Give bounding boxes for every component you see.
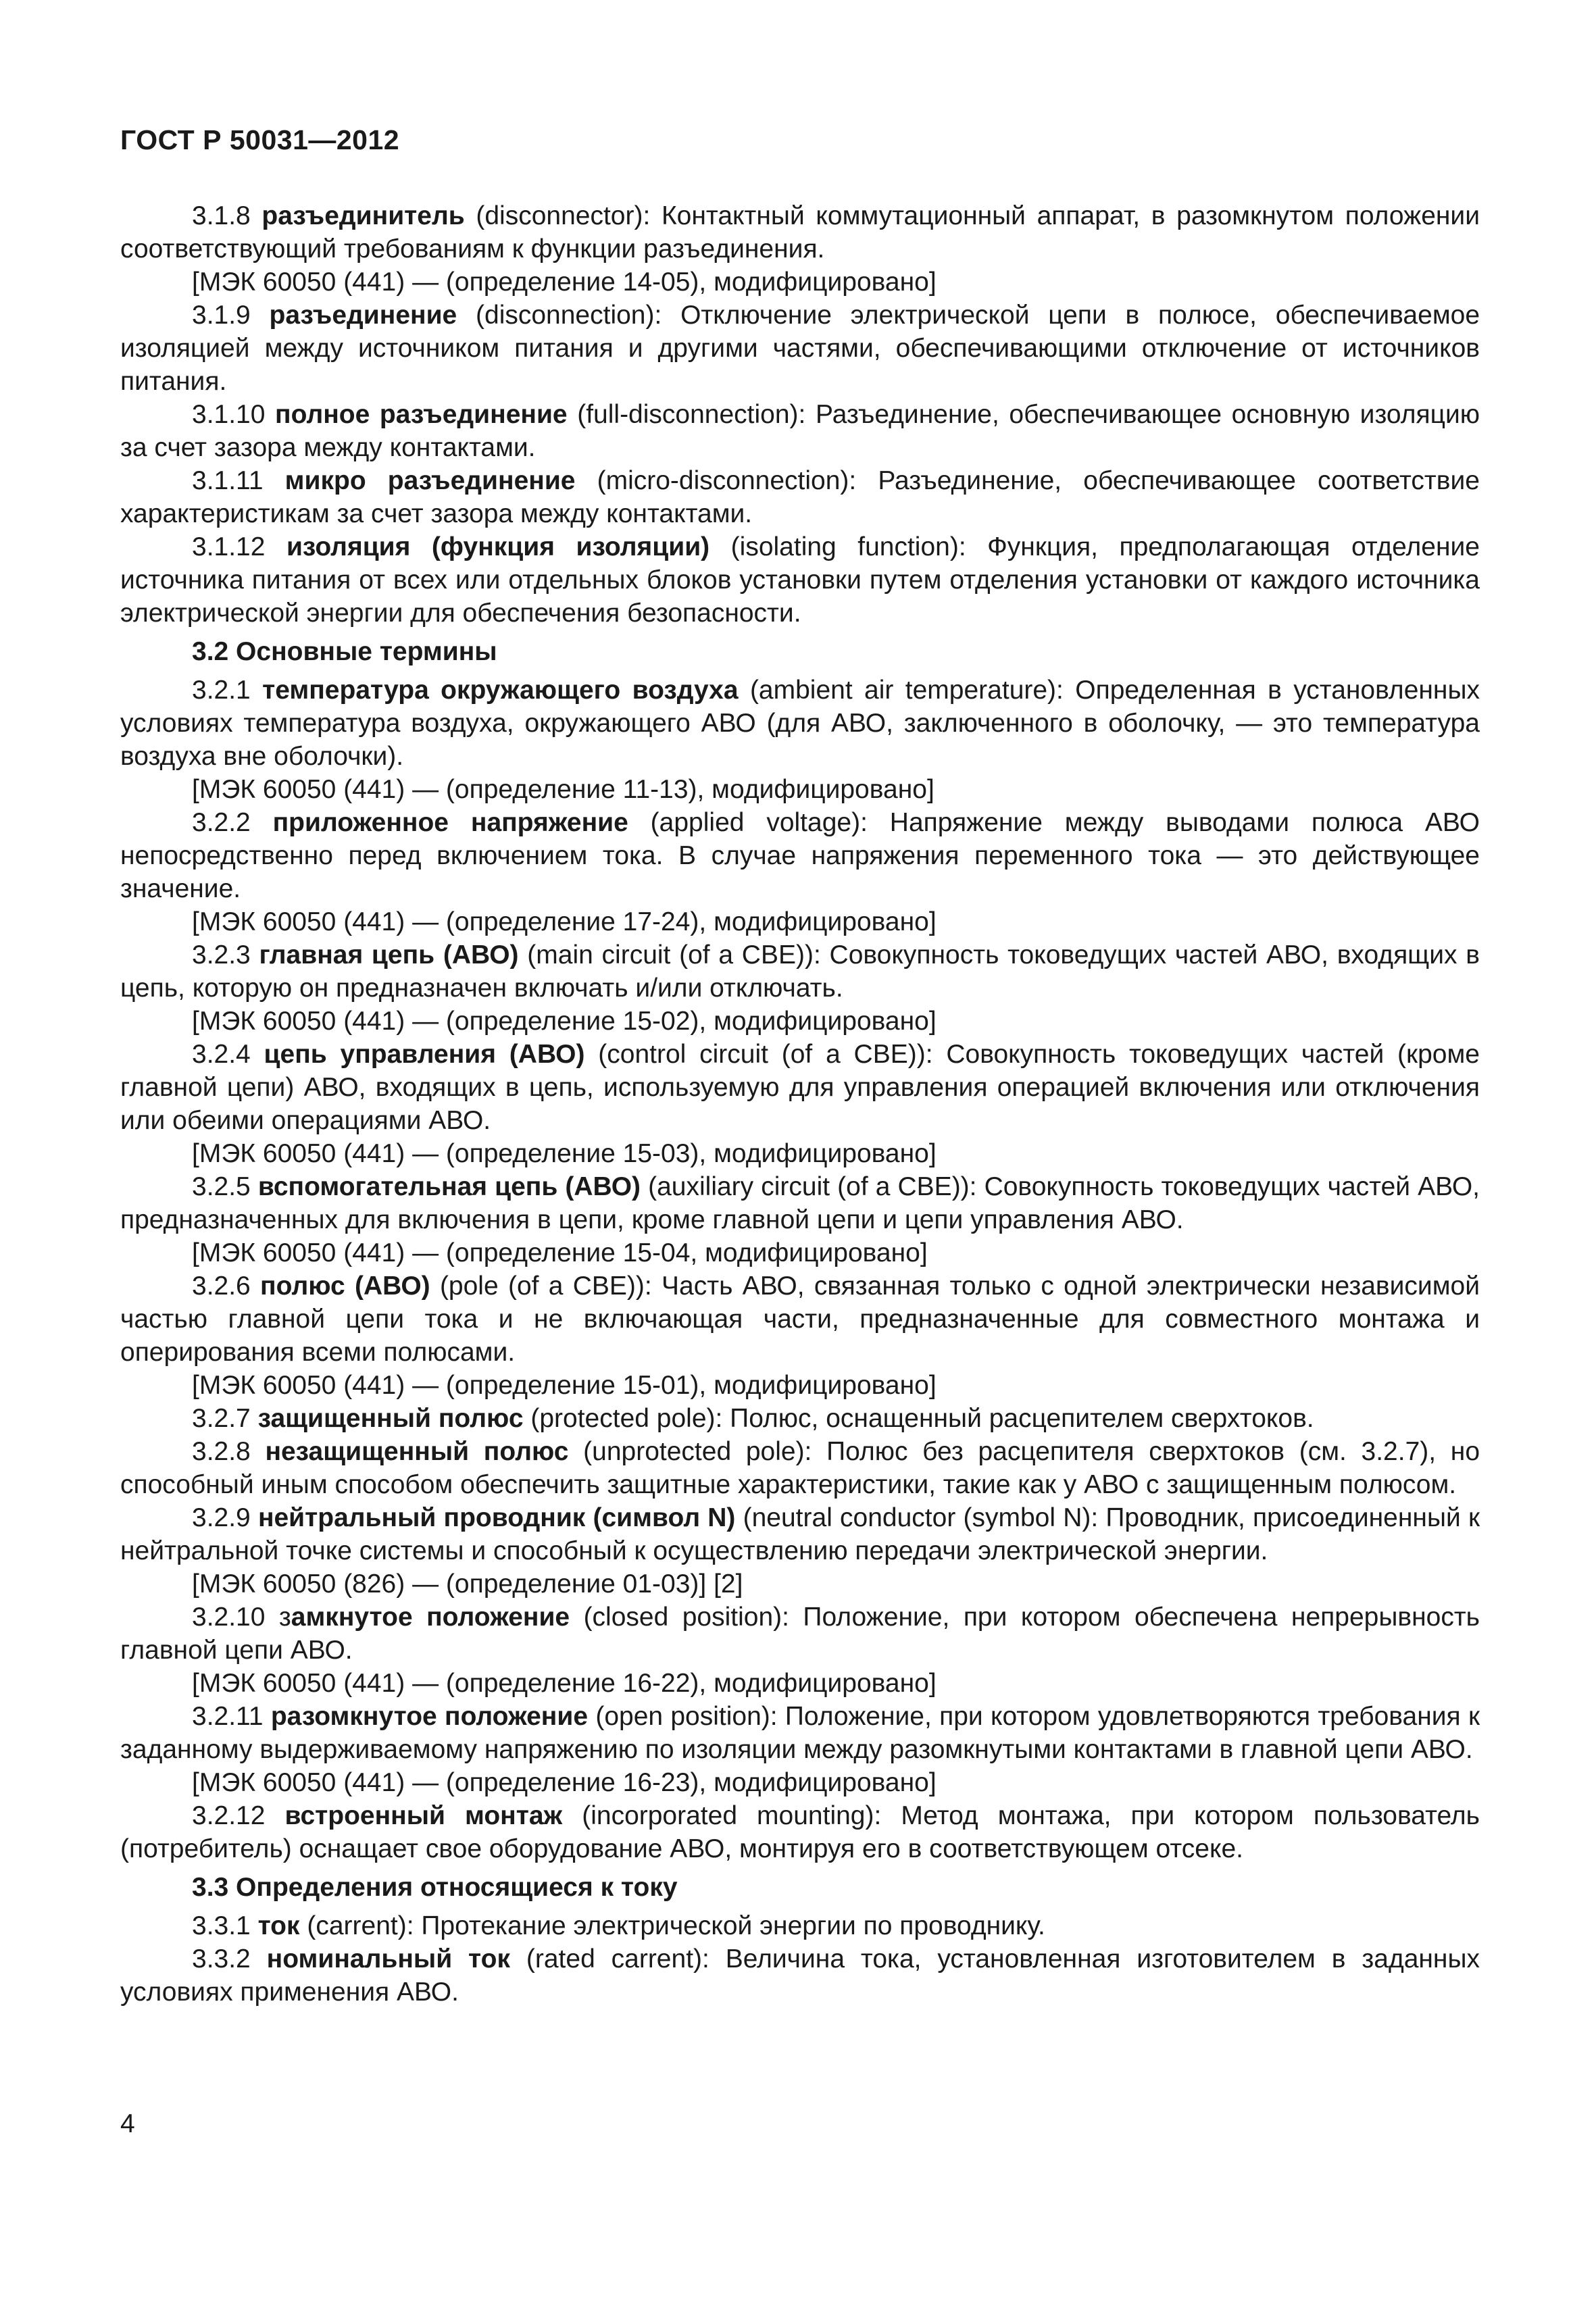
defined-term: температура окружающего воздуха <box>262 676 739 705</box>
defined-term: встроенный монтаж <box>284 1801 563 1830</box>
clause-number: 3.1.9 <box>192 301 270 330</box>
defined-term: номинальный ток <box>266 1944 510 1973</box>
term-definition <box>120 806 1480 905</box>
clause-number: 3.2.8 <box>192 1437 266 1466</box>
definition-text: (pole (of a CBE)): Часть АВО, связанная только с одной электрически независимой частью главной цепи тока и не включающая части, предназначенные для совместного монтажа и оперирования всеми полюсами. <box>120 1272 1480 1367</box>
clause-number: 3.2.7 <box>192 1404 258 1433</box>
page-number: 4 <box>120 2109 135 2138</box>
clause-number: 3.2.2 <box>192 808 273 837</box>
term-definition <box>120 199 1480 266</box>
definition-text: (closed position): Положение, при котором обеспечена непрерывность главной цепи АВО. <box>120 1603 1480 1665</box>
definition-text: (rated carrent): Величина тока, установленная изготовителем в заданных условиях применения АВО. <box>120 1944 1480 2007</box>
reference-note: [МЭК 60050 (441) — (определение 15-04, модифицировано] <box>192 1238 928 1267</box>
term-definition <box>120 1501 1480 1567</box>
defined-term: микро разъединение <box>284 466 576 495</box>
reference-note: [МЭК 60050 (441) — (определение 16-22), модифицировано] <box>192 1669 937 1698</box>
clause-number: 3.3.1 <box>192 1911 258 1940</box>
defined-term: разомкнутое положение <box>270 1702 589 1731</box>
reference-note: [МЭК 60050 (826) — (определение 01-03)] [2] <box>192 1569 743 1599</box>
definition-text: (incorporated mounting): Метод монтажа, при котором пользователь (потребитель) оснащает свое оборудование АВО, монтируя его в соответствующем отсеке. <box>120 1801 1480 1863</box>
clause-number: 3.2.3 <box>192 940 259 970</box>
definition-text: (full-disconnection): Разъединение, обеспечивающее основную изоляцию за счет зазора между контактами. <box>120 400 1480 462</box>
term-definition <box>120 1269 1480 1369</box>
defined-term: незащищенный полюс <box>265 1437 569 1466</box>
reference-note: [МЭК 60050 (441) — (определение 16-23), модифицировано] <box>192 1768 937 1797</box>
defined-term: главная цепь (АВО) <box>259 940 519 970</box>
defined-term: полюс (АВО) <box>260 1272 430 1301</box>
term-definition <box>120 1435 1480 1501</box>
definition-text: (open position): Положение, при котором удовлетворяются требования к заданному выдерживаемому напряжению по изоляции между разомкнутыми контактами в главной цепи АВО. <box>120 1702 1480 1764</box>
term-definition <box>120 1601 1480 1667</box>
defined-term: ток <box>257 1911 300 1940</box>
definition-text: (unprotected pole): Полюс без расцепителя сверхтоков (см. 3.2.7), но способный иным способом обеспечить защитные характеристики, такие как у АВО с защищенным полюсом. <box>120 1437 1480 1499</box>
definition-text: (applied voltage): Напряжение между выводами полюса АВО непосредственно перед включением тока. В случае напряжения переменного тока — это действующее значение. <box>120 808 1480 903</box>
term-definition <box>120 1942 1480 2009</box>
defined-term: амкнутое положение <box>291 1603 570 1632</box>
term-definition <box>120 1170 1480 1236</box>
term-definition <box>120 1909 1480 1942</box>
clause-number: 3.1.10 <box>192 400 276 429</box>
definition-text: (isolating function): Функция, предполагающая отделение источника питания от всех или отдельных блоков установки путем отделения установки от каждого источника электрической энергии для обеспечения безопасности. <box>120 532 1480 628</box>
defined-term: полное разъединение <box>275 400 568 429</box>
definition-text: (control circuit (of a CBE)): Совокупность токоведущих частей (кроме главной цепи) АВО, входящих в цепь, используемую для управления операцией включения или отключения или обеими операциями АВО. <box>120 1040 1480 1135</box>
clause-number: 3.1.11 <box>192 466 285 495</box>
clause-number: 3.2.10 з <box>192 1603 291 1632</box>
term-definition <box>120 530 1480 630</box>
section-heading: 3.2 Основные термины <box>192 637 497 666</box>
definition-text: (micro-disconnection): Разъединение, обеспечивающее соответствие характеристикам за счет зазора между контактами. <box>120 466 1480 528</box>
reference-note: [МЭК 60050 (441) — (определение 15-02), модифицировано] <box>192 1007 937 1036</box>
clause-number: 3.2.9 <box>192 1503 258 1532</box>
defined-term: разъединитель <box>261 201 465 230</box>
term-definition <box>120 1038 1480 1137</box>
clause-number: 3.2.4 <box>192 1040 264 1069</box>
defined-term: изоляция (функция изоляции) <box>286 532 710 561</box>
term-definition <box>120 938 1480 1005</box>
definition-text: (ambient air temperature): Определенная в установленных условиях температура воздуха, окружающего АВО (для АВО, заключенного в оболочку, — это температура воздуха вне оболочки). <box>120 676 1480 771</box>
definition-text: (protected pole): Полюс, оснащенный расцепителем сверхтоков. <box>523 1404 1314 1433</box>
reference-note: [МЭК 60050 (441) — (определение 15-03), модифицировано] <box>192 1139 937 1168</box>
term-definition <box>120 1799 1480 1865</box>
term-definition <box>120 674 1480 773</box>
defined-term: приложенное напряжение <box>272 808 628 837</box>
defined-term: вспомогательная цепь (АВО) <box>257 1172 641 1201</box>
defined-term: цепь управления (АВО) <box>264 1040 585 1069</box>
clause-number: 3.2.12 <box>192 1801 285 1830</box>
definition-text: (neutral conductor (symbol N): Проводник, присоединенный к нейтральной точке системы и способный к осуществлению передачи электрической энергии. <box>120 1503 1480 1565</box>
clause-number: 3.2.6 <box>192 1272 261 1301</box>
definition-text: (disconnection): Отключение электрической цепи в полюсе, обеспечиваемое изоляцией между источником питания и другими частями, обеспечивающими отключение от источников питания. <box>120 301 1480 396</box>
term-definition <box>120 1700 1480 1766</box>
term-definition <box>120 398 1480 464</box>
term-definition <box>120 299 1480 398</box>
defined-term: разъединение <box>269 301 457 330</box>
definition-text: (main circuit (of a CBE)): Совокупность токоведущих частей АВО, входящих в цепь, которую он предназначен включать и/или отключать. <box>120 940 1480 1003</box>
definition-text: (disconnector): Контактный коммутационный аппарат, в разомкнутом положении соответствующий требованиям к функции разъединения. <box>120 201 1480 263</box>
clause-number: 3.3.2 <box>192 1944 267 1973</box>
reference-note: [МЭК 60050 (441) — (определение 15-01), модифицировано] <box>192 1371 937 1400</box>
definition-text: (carrent): Протекание электрической энергии по проводнику. <box>299 1911 1045 1940</box>
clause-number: 3.2.11 <box>192 1702 271 1731</box>
reference-note: [МЭК 60050 (441) — (определение 11-13), модифицировано] <box>192 775 934 804</box>
defined-term: нейтральный проводник (символ N) <box>257 1503 736 1532</box>
document-header: ГОСТ Р 50031—2012 <box>120 124 400 155</box>
definition-text: (auxiliary circuit (of a CBE)): Совокупность токоведущих частей АВО, предназначенных для включения в цепи, кроме главной цепи и цепи управления АВО. <box>120 1172 1480 1234</box>
clause-number: 3.1.12 <box>192 532 286 561</box>
clause-number: 3.1.8 <box>192 201 262 230</box>
term-definition <box>120 464 1480 530</box>
section-heading: 3.3 Определения относящиеся к току <box>192 1873 678 1902</box>
document-body <box>120 199 1480 2009</box>
term-definition <box>120 1402 1480 1435</box>
reference-note: [МЭК 60050 (441) — (определение 17-24), модифицировано] <box>192 907 937 936</box>
reference-note: [МЭК 60050 (441) — (определение 14-05), модифицировано] <box>192 268 937 297</box>
defined-term: защищенный полюс <box>257 1404 524 1433</box>
clause-number: 3.2.5 <box>192 1172 258 1201</box>
clause-number: 3.2.1 <box>192 676 263 705</box>
